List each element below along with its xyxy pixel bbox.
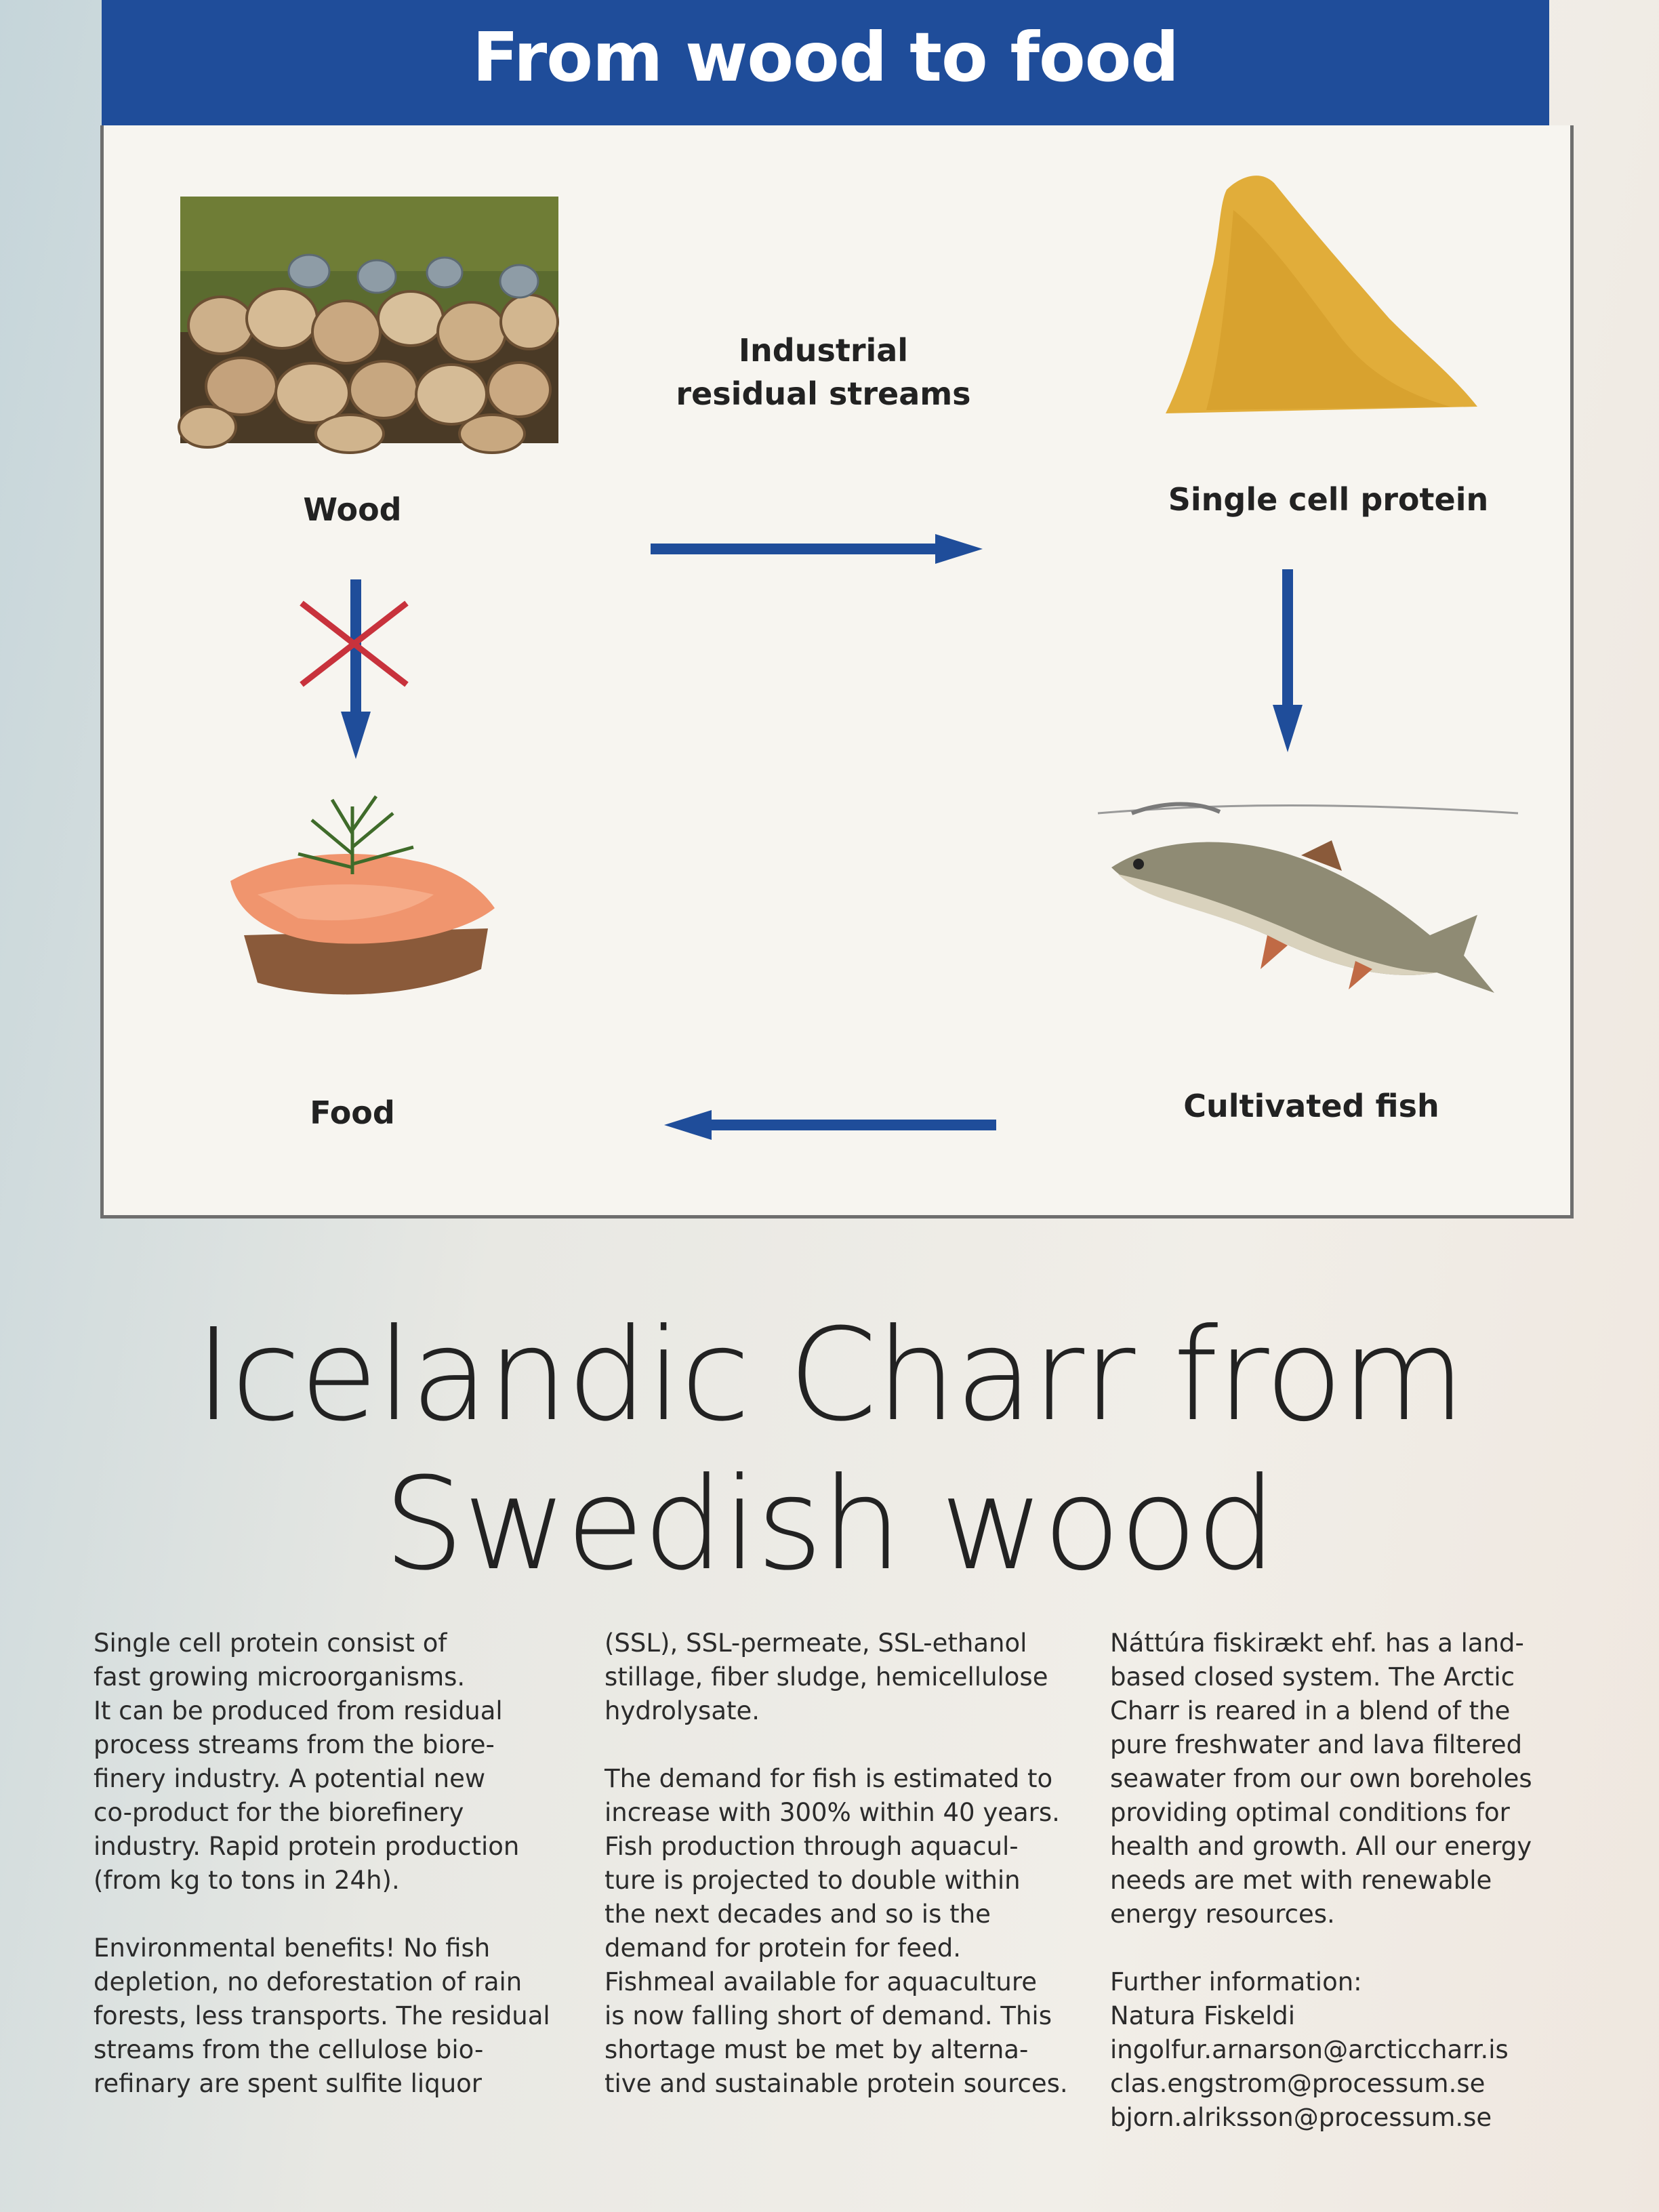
text-column-1 <box>94 1626 568 2135</box>
paragraph: (SSL), SSL-permeate, SSL-ethanol stillage, fiber sludge, hemicellulose hydrolysate. <box>605 1629 1048 1725</box>
email-link[interactable]: bjorn.alriksson@processum.se <box>1110 2103 1492 2132</box>
red-cross-icon <box>298 600 410 688</box>
email-link[interactable]: clas.engstrom@processum.se <box>1110 2069 1486 2098</box>
contact-org: Natura Fiskeldi <box>1110 2001 1296 2030</box>
protein-label: Single cell protein <box>1168 481 1489 518</box>
text-column-3 <box>1110 1626 1584 2135</box>
paragraph: Náttúra fiskirækt ehf. has a land- based closed system. The Arctic Charr is reared in a blend of the pure freshwater and lava filtered seawater from our own boreholes providing optimal conditions for health and growth. All our energy needs are met with renewable energy resources. <box>1110 1629 1532 1929</box>
email-link[interactable]: ingolfur.arnarson@arcticcharr.is <box>1110 2035 1509 2064</box>
contact-heading: Further information: <box>1110 1967 1362 1996</box>
headline-line-1: Icelandic Charr from <box>194 1301 1465 1450</box>
text-column-2 <box>605 1626 1079 2135</box>
residual-streams-label: Industrial residual streams <box>676 332 971 412</box>
fish-label: Cultivated fish <box>1183 1088 1439 1124</box>
arrow-icon <box>651 529 983 569</box>
protein-powder-image <box>1166 169 1477 420</box>
food-canape-image <box>217 793 501 1010</box>
paragraph: The demand for fish is estimated to increase with 300% within 40 years. Fish production through aquacul- ture is projected to double within the next decades and so is the demand for protein for feed. Fishmeal available for aquaculture is now falling short of demand. This shortage must be met by alterna- tive and sustainable protein sources. <box>605 1764 1068 2098</box>
banner-title: From wood to food <box>472 18 1179 97</box>
headline-line-2: Swedish wood <box>383 1450 1276 1599</box>
wood-logs-image <box>180 197 558 443</box>
wood-label: Wood <box>303 491 402 528</box>
food-label: Food <box>310 1094 395 1131</box>
arrow-icon <box>664 1105 996 1145</box>
paragraph: Environmental benefits! No fish depletion, no deforestation of rain forests, less transports. The residual streams from the cellulose bio- refinary are spent sulfite liquor <box>94 1933 550 2098</box>
fish-image <box>1098 800 1518 1030</box>
paragraph: Single cell protein consist of fast growing microorganisms. It can be produced from residual process streams from the biore- finery industry. A potential new co-product for the biorefinery industry. Rapid protein production (from kg to tons in 24h). <box>94 1629 520 1895</box>
arrow-icon <box>1267 569 1308 752</box>
banner <box>102 0 1549 125</box>
